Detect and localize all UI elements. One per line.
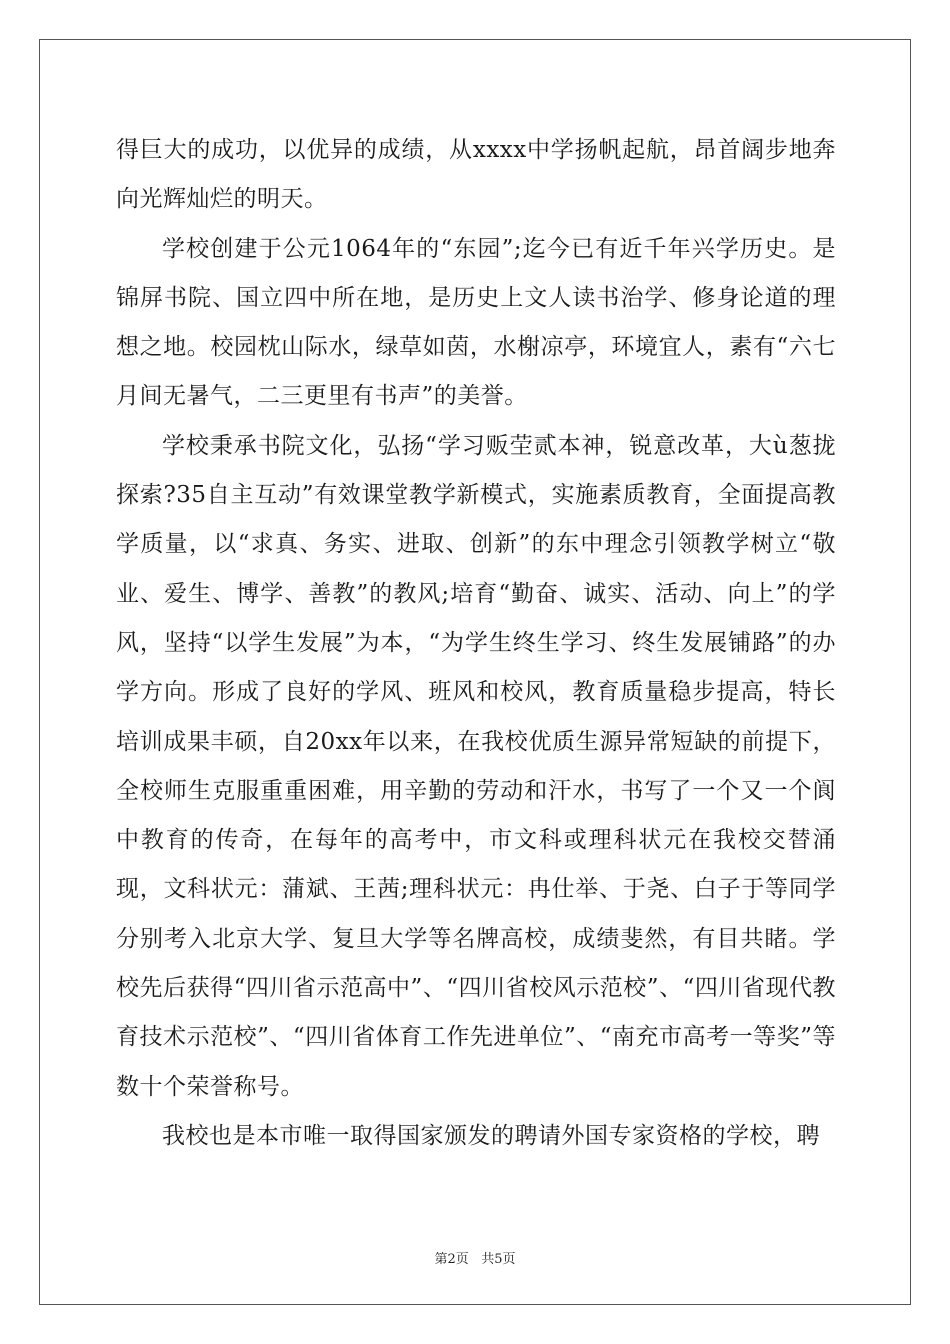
document-body (116, 126, 836, 1161)
paragraph-4: 我校也是本市唯一取得国家颁发的聘请外国专家资格的学校，聘 (162, 1122, 820, 1149)
page-footer (0, 1248, 950, 1267)
total-pages: 共5页 (481, 1252, 516, 1267)
paragraph-3: 学校秉承书院文化，弘扬“学习贩茔贰本神，锐意改革，大ù葱拢探索?35自主互动”有效课堂教学新模式，实施素质教育，全面提高教学质量，以“求真、务实、进取、创新”的东中理念引领教学树立“敬业、爱生、博学、善教”的教风;培育“勤奋、诚实、活动、向上”的学风，坚持“以学生发展”为本，“为学生终生学习、终生发展铺路”的办学方向。形成了良好的学风、班风和校风，教育质量稳步提高，特长培训成果丰硕，自20xx年以来，在我校优质生源异常短缺的前提下，全校师生克服重重困难，用辛勤的劳动和汗水，书写了一个又一个阆中教育的传奇，在每年的高考中，市文科或理科状元在我校交替涌现，文科状元：蒲斌、王茜;理科状元：冉仕举、于尧、白子于等同学分别考入北京大学、复旦大学等名牌高校，成绩斐然，有目共睹。学校先后获得“四川省示范高中”、“四川省校风示范校”、“四川省现代教育技术示范校”、“四川省体育工作先进单位”、“南充市高考一等奖”等数十个荣誉称号。 (116, 432, 836, 1100)
paragraph-2: 学校创建于公元1064年的“东园”;迄今已有近千年兴学历史。是锦屏书院、国立四中所在地，是历史上文人读书治学、修身论道的理想之地。校园枕山际水，绿草如茵，水榭凉亭，环境宜人，素有“六七月间无暑气，二三更里有书声”的美誉。 (116, 235, 836, 410)
page-number: 第2页 (434, 1252, 469, 1267)
paragraph-1: 得巨大的成功，以优异的成绩，从xxxx中学扬帆起航，昂首阔步地奔向光辉灿烂的明天。 (116, 137, 836, 213)
